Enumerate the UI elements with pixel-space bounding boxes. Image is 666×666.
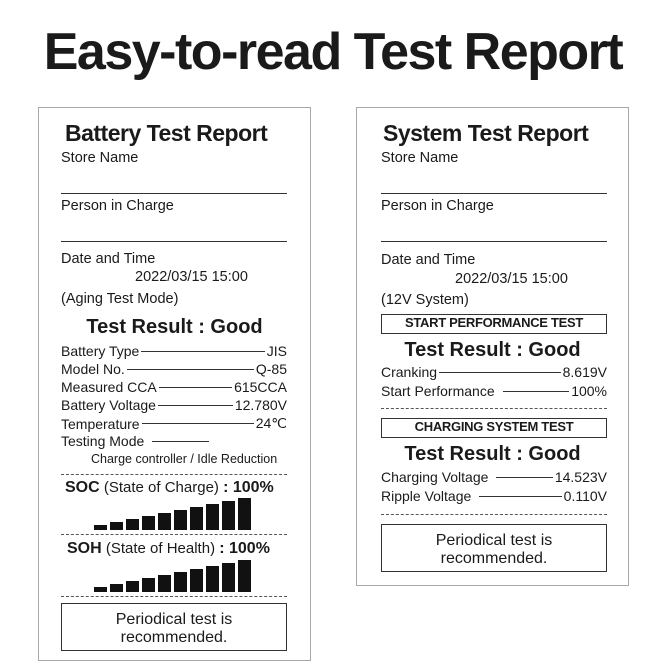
dashed-separator xyxy=(61,474,287,475)
charging-test-result: Test Result : Good xyxy=(404,443,581,465)
spec-row-battery-type xyxy=(61,343,287,359)
soh-level-bar xyxy=(126,581,139,592)
test-result: Test Result : Good xyxy=(86,316,263,338)
charging-system-heading: CHARGING SYSTEM TEST xyxy=(381,418,607,438)
store-name-label: Store Name xyxy=(61,150,139,166)
spec-value: 615CCA xyxy=(234,379,287,395)
spec-label: Measured CCA xyxy=(61,379,157,395)
soc-level-bar xyxy=(94,525,107,530)
soc-level-bar xyxy=(142,516,155,530)
periodical-test-notice xyxy=(61,603,287,651)
person-in-charge-line xyxy=(61,241,287,242)
soh-level-bar xyxy=(222,563,235,592)
spec-label: Cranking xyxy=(381,364,438,380)
page-title: Easy-to-read Test Report xyxy=(43,23,623,81)
spec-row-battery-voltage xyxy=(61,397,287,413)
soh-level-bar xyxy=(174,572,187,592)
soh-label xyxy=(67,540,270,558)
mode-note: (Aging Test Mode) xyxy=(61,291,179,307)
soc-level-bar xyxy=(110,522,123,530)
dashed-separator xyxy=(381,408,607,409)
soc-level-bar xyxy=(126,519,139,530)
spec-value: 8.619V xyxy=(562,364,607,380)
soh-level-bar xyxy=(110,584,123,592)
date-time-value: 2022/03/15 15:00 xyxy=(455,271,568,287)
soc-label xyxy=(65,479,274,497)
soc-abbr: SOC xyxy=(65,479,100,496)
date-time-label: Date and Time xyxy=(381,252,476,268)
spec-label: Model No. xyxy=(61,361,125,377)
soc-level-bar xyxy=(222,501,235,530)
spec-row-ripple-voltage xyxy=(381,488,607,504)
person-in-charge-label: Person in Charge xyxy=(381,198,494,214)
dashed-separator xyxy=(61,596,287,597)
person-in-charge-label: Person in Charge xyxy=(61,198,174,214)
soc-level-bar xyxy=(190,507,203,530)
soc-level-bar xyxy=(206,504,219,530)
dashed-separator xyxy=(61,534,287,535)
spec-row-cranking xyxy=(381,364,607,380)
notice-line: Periodical test is xyxy=(115,611,233,628)
soh-level-bar xyxy=(94,587,107,592)
soc-value: : 100% xyxy=(223,479,274,496)
store-name-label: Store Name xyxy=(381,150,459,166)
date-time-value: 2022/03/15 15:00 xyxy=(135,269,248,285)
soh-value: : 100% xyxy=(219,540,270,557)
soc-level-bar xyxy=(174,510,187,530)
battery-report-title: Battery Test Report xyxy=(65,120,268,146)
soc-level-bar xyxy=(238,498,251,530)
spec-label: Battery Voltage xyxy=(61,397,156,413)
periodical-test-notice xyxy=(381,524,607,572)
spec-value: Q-85 xyxy=(255,361,287,377)
soh-level-bar xyxy=(238,560,251,592)
person-in-charge-line xyxy=(381,241,607,242)
system-note: (12V System) xyxy=(381,292,469,308)
notice-line: recommended. xyxy=(120,629,228,646)
spec-label: Ripple Voltage xyxy=(381,488,472,504)
spec-value: JIS xyxy=(266,343,287,359)
spec-label: Testing Mode xyxy=(61,433,145,449)
spec-row-measured-cca xyxy=(61,379,287,395)
spec-value: 12.780V xyxy=(234,397,287,413)
spec-value: 14.523V xyxy=(554,469,607,485)
spec-row-temperature xyxy=(61,415,287,432)
soc-desc: (State of Charge) xyxy=(103,479,219,496)
soc-level-gauge xyxy=(94,498,254,530)
spec-value: 0.110V xyxy=(563,488,607,504)
start-test-result: Test Result : Good xyxy=(404,339,581,361)
spec-row-start-performance xyxy=(381,383,607,399)
spec-row-testing-mode xyxy=(61,433,211,449)
soh-level-gauge xyxy=(94,560,254,592)
soc-level-bar xyxy=(158,513,171,530)
spec-label: Battery Type xyxy=(61,343,140,359)
store-name-line xyxy=(61,193,287,194)
spec-value: 100% xyxy=(571,383,607,399)
date-time-label: Date and Time xyxy=(61,251,156,267)
system-report-title: System Test Report xyxy=(383,120,589,146)
soh-level-bar xyxy=(158,575,171,592)
start-performance-heading: START PERFORMANCE TEST xyxy=(381,314,607,334)
spec-row-charging-voltage xyxy=(381,469,607,485)
spec-label: Start Performance xyxy=(381,383,495,399)
spec-label: Charging Voltage xyxy=(381,469,489,485)
soh-desc: (State of Health) xyxy=(105,540,216,557)
dashed-separator xyxy=(381,514,607,515)
system-test-report-card xyxy=(356,107,629,586)
notice-line: recommended. xyxy=(440,550,548,567)
soh-abbr: SOH xyxy=(67,540,102,557)
battery-test-report-card xyxy=(38,107,311,661)
soh-level-bar xyxy=(142,578,155,592)
soh-level-bar xyxy=(206,566,219,592)
spec-row-model-no xyxy=(61,361,287,377)
store-name-line xyxy=(381,193,607,194)
spec-label: Temperature xyxy=(61,415,140,432)
testing-mode-value: Charge controller / Idle Reduction xyxy=(91,452,278,466)
soh-level-bar xyxy=(190,569,203,592)
notice-line: Periodical test is xyxy=(435,532,553,549)
spec-value: 24℃ xyxy=(255,415,287,431)
